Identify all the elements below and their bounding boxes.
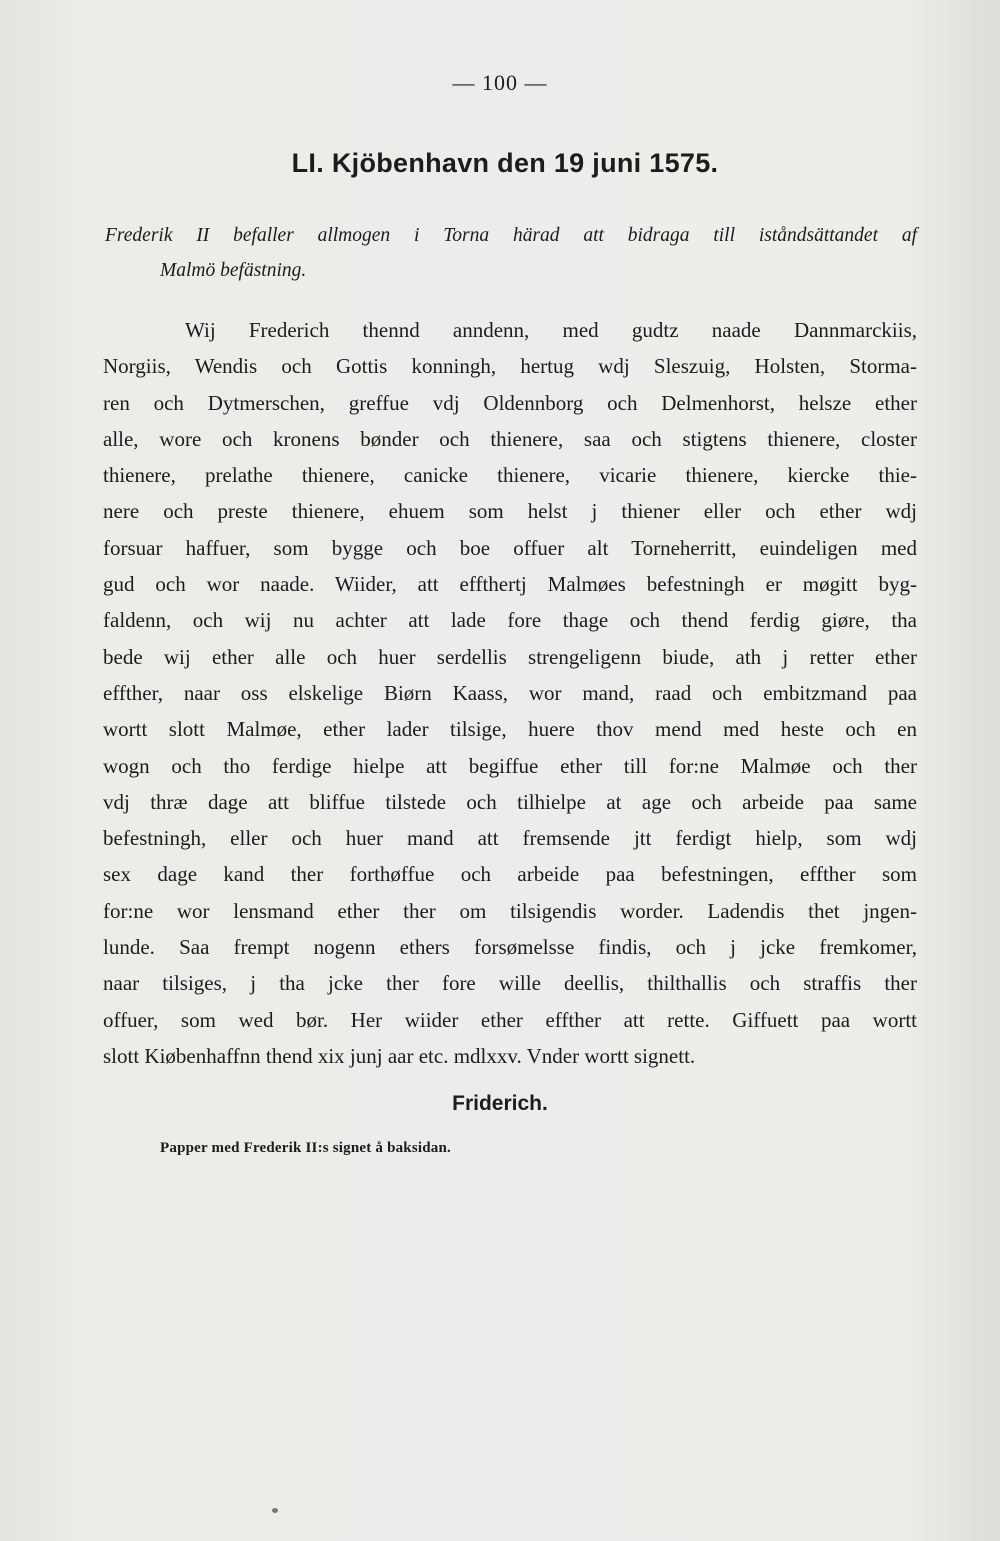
body-line: wortt slott Malmøe, ether lader tilsige, huere thov mend med heste och en (103, 717, 917, 742)
body-line: effther, naar oss elskelige Biørn Kaass, wor mand, raad och embitzmand paa (103, 680, 917, 705)
body-line: forsuar haffuer, som bygge och boe offuer alt Torneherritt, euindeligen med (103, 535, 917, 560)
body-line: naar tilsiges, j tha jcke ther fore wille deellis, thilthallis och straffis ther (103, 971, 917, 996)
body-line: for:ne wor lensmand ether ther om tilsigendis worder. Ladendis thet jngen- (103, 898, 917, 923)
body-line: lunde. Saa frempt nogenn ethers forsømelsse findis, och j jcke fremkomer, (103, 935, 917, 960)
body-line: Wij Frederich thennd anndenn, med gudtz naade Dannmarckiis, (185, 318, 917, 342)
page-number: — 100 — (452, 70, 548, 95)
body-line: nere och preste thienere, ehuem som helst j thiener eller och ether wdj (103, 499, 917, 524)
body-line: vdj thræ dage att bliffue tilstede och tilhielpe at age och arbeide paa same (103, 789, 917, 814)
paper-speck (272, 1508, 278, 1513)
body-line: sex dage kand ther forthøffue och arbeide paa befestningen, effther som (103, 862, 917, 887)
document-title: LI. Kjöbenhavn den 19 juni 1575. (291, 148, 719, 178)
signature: Friderich. (452, 1092, 548, 1115)
body-line: wogn och tho ferdige hielpe att begiffue ether till for:ne Malmøe och ther (103, 753, 917, 778)
body-line: thienere, prelathe thienere, canicke thienere, vicarie thienere, kiercke thie- (103, 463, 917, 488)
letter-body (103, 312, 917, 1074)
body-line: ren och Dytmerschen, greffue vdj Oldennborg och Delmenhorst, helsze ether (103, 390, 917, 415)
summary-line-1: Frederik II befaller allmogen i Torna härad att bidraga till iståndsättandet af (105, 225, 917, 246)
body-line: alle, wore och kronens bønder och thienere, saa och stigtens thienere, closter (103, 426, 917, 451)
body-line: bede wij ether alle och huer serdellis strengeligenn biude, ath j retter ether (103, 644, 917, 669)
body-line: offuer, som wed bør. Her wiider ether effther att rette. Giffuett paa wortt (103, 1007, 917, 1032)
body-line: befestningh, eller och huer mand att fremsende jtt ferdigt hielp, som wdj (103, 826, 917, 851)
summary-line-2: Malmö befästning. (160, 260, 307, 281)
body-line: faldenn, och wij nu achter att lade fore thage och thend ferdig giøre, tha (103, 608, 917, 633)
body-line: slott Kiøbenhaffnn thend xix junj aar etc. mdlxxv. Vnder wortt signett. (103, 1043, 696, 1068)
body-line: Norgiis, Wendis och Gottis konningh, hertug wdj Sleszuig, Holsten, Storma- (103, 354, 917, 379)
body-line: gud och wor naade. Wiider, att effthertj Malmøes befestningh er møgitt byg- (103, 572, 917, 597)
document-summary (105, 218, 917, 288)
archival-note: Papper med Frederik II:s signet å baksidan. (160, 1140, 451, 1156)
